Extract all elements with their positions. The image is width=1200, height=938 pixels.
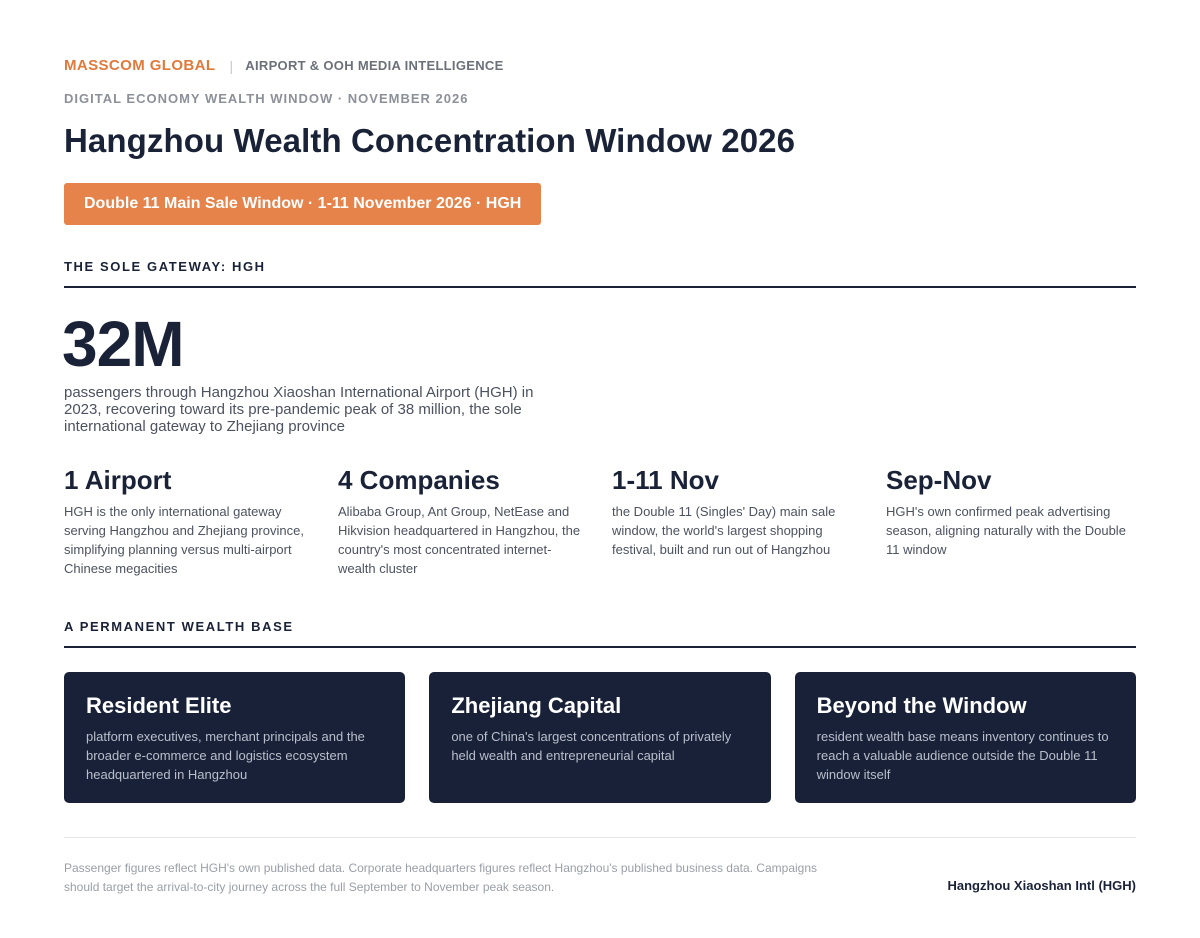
header-separator: |: [229, 57, 234, 74]
card-description: platform executives, merchant principals and the broader e-commerce and logistics ecosystem headquartered in Hangzhou: [86, 729, 365, 782]
stat-description: HGH's own confirmed peak advertising season, aligning naturally with the Double 11 window: [886, 504, 1126, 557]
brand-name: MASSCOM GLOBAL: [64, 57, 216, 74]
stat-description: HGH is the only international gateway serving Hangzhou and Zhejiang province, simplifying planning versus multi-airport Chinese megacities: [64, 504, 304, 576]
wealth-card-zhejiang-capital: [429, 672, 770, 803]
stat-item: [338, 464, 588, 578]
headline-stat-value: 32M: [62, 308, 184, 380]
stat-value: 1-11 Nov: [612, 465, 719, 495]
stat-item: [612, 464, 862, 578]
stat-item: [886, 464, 1136, 578]
card-description: resident wealth base means inventory continues to reach a valuable audience outside the Double 11 window itself: [816, 729, 1109, 782]
brand-tagline: AIRPORT & OOH MEDIA INTELLIGENCE: [245, 58, 504, 73]
report-kicker: DIGITAL ECONOMY WEALTH WINDOW · NOVEMBER 2026: [64, 91, 469, 106]
stat-description: Alibaba Group, Ant Group, NetEase and Hikvision headquartered in Hangzhou, the country's most concentrated internet-wealth cluster: [338, 504, 581, 576]
stat-value: 1 Airport: [64, 465, 172, 495]
wealth-card-beyond-window: [795, 672, 1136, 803]
stat-value: Sep-Nov: [886, 465, 992, 495]
wealth-card-row: [64, 672, 1136, 803]
stat-item: [64, 464, 314, 578]
page-title: Hangzhou Wealth Concentration Window 2026: [64, 122, 796, 159]
footer-location: Hangzhou Xiaoshan Intl (HGH): [947, 878, 1136, 893]
wealth-card-resident-elite: [64, 672, 405, 803]
footer-note: Passenger figures reflect HGH's own published data. Corporate headquarters figures reflect Hangzhou's published business data. Campaigns should target the arrival-to-city journey across the full September to November peak season.: [64, 861, 818, 894]
section-heading-gateway: THE SOLE GATEWAY: HGH: [64, 259, 1136, 288]
stat-description: the Double 11 (Singles' Day) main sale window, the world's largest shopping festival, built and run out of Hangzhou: [612, 504, 836, 557]
section-heading-wealth-base: A PERMANENT WEALTH BASE: [64, 619, 1136, 648]
headline-stat-description: passengers through Hangzhou Xiaoshan International Airport (HGH) in 2023, recovering toward its pre-pandemic peak of 38 million, the sole international gateway to Zhejiang province: [64, 384, 534, 435]
stat-row: [64, 464, 1136, 578]
card-title: Beyond the Window: [816, 693, 1027, 718]
sale-window-badge: Double 11 Main Sale Window · 1-11 November 2026 · HGH: [64, 183, 541, 225]
header-topline: [64, 57, 504, 74]
footer-divider: [64, 837, 1136, 838]
card-description: one of China's largest concentrations of privately held wealth and entrepreneurial capital: [451, 729, 732, 763]
card-title: Resident Elite: [86, 693, 232, 718]
stat-value: 4 Companies: [338, 465, 500, 495]
card-title: Zhejiang Capital: [451, 693, 622, 718]
